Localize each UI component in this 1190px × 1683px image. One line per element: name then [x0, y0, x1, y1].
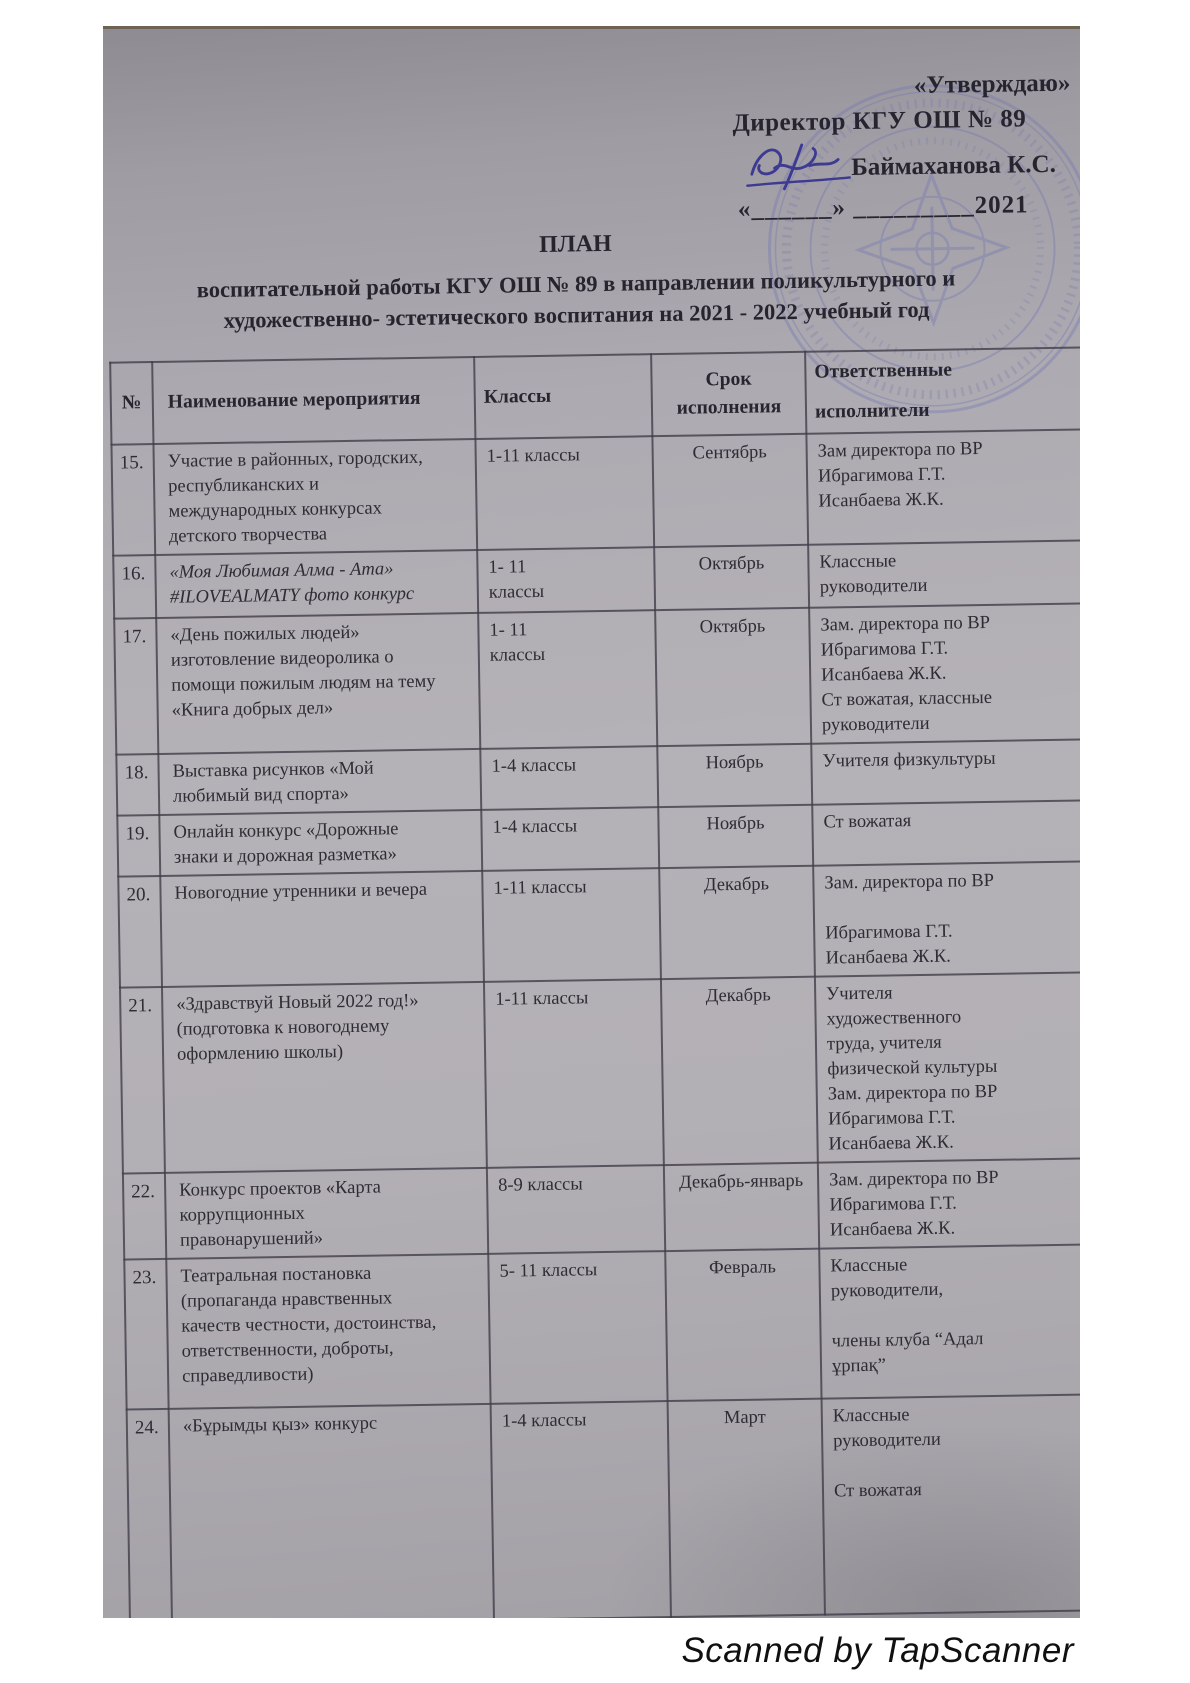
- cell-name: Театральная постановка (пропаганда нравственных качеств честности, достоинства, ответственности, доброты, справедливости): [166, 1254, 490, 1409]
- table-row: [120, 972, 1080, 1174]
- cell-name: «Моя Любимая Алма - Ата» #ILOVEALMATY фото конкурс: [155, 550, 478, 618]
- cell-num: 20.: [118, 876, 162, 988]
- cell-name: Выставка рисунков «Мой любимый вид спорта»: [158, 749, 481, 815]
- cell-num: 15.: [111, 444, 155, 556]
- cell-name: «Здравствуй Новый 2022 год!» (подготовка к новогоднему оформлению школы): [162, 982, 487, 1173]
- cell-term: Март: [668, 1399, 825, 1617]
- cell-name: Онлайн конкурс «Дорожные знаки и дорожная разметка»: [159, 810, 482, 876]
- cell-term: Ноябрь: [658, 805, 813, 868]
- date-blank-line: «______» _________2021: [737, 191, 1029, 223]
- title-line-1: воспитательной работы КГУ ОШ № 89 в направлении поликультурного и: [196, 265, 956, 303]
- cell-name: Конкурс проектов «Карта коррупционных правонарушений»: [165, 1168, 488, 1259]
- cell-num: 21.: [120, 987, 165, 1174]
- cell-classes: 1-4 классы: [480, 746, 658, 810]
- column-header: Срок исполнения: [651, 352, 806, 436]
- cell-classes: 1-4 классы: [481, 807, 659, 871]
- table-row: [111, 429, 1080, 556]
- cell-responsible: Зам. директора по ВР Ибрагимова Г.Т. Исанбаева Ж.К. Ст вожатая, классные руководители: [809, 603, 1080, 744]
- cell-num: 19.: [117, 815, 160, 877]
- cell-classes: 1-11 классы: [484, 979, 664, 1168]
- page-content: [103, 26, 1080, 1618]
- cell-num: 16.: [113, 555, 156, 619]
- cell-responsible: Зам. директора по ВР Ибрагимова Г.Т. Исанбаева Ж.К.: [813, 861, 1080, 977]
- cell-term: Декабрь: [661, 977, 818, 1165]
- cell-responsible: Классные руководители, члены клуба “Адал ұрпақ”: [819, 1244, 1080, 1399]
- cell-term: Сентябрь: [652, 434, 808, 547]
- cell-classes: 1-11 классы: [475, 436, 654, 550]
- cell-classes: 1-4 классы: [491, 1401, 671, 1618]
- cell-responsible: Учителя художественного труда, учителя физической культуры Зам. директора по ВР Ибрагимова Г.Т. Исанбаева Ж.К.: [815, 972, 1080, 1163]
- cell-name: Участие в районных, городских, республиканских и международных конкурсах детского творчества: [153, 439, 477, 555]
- scanner-watermark: Scanned by TapScanner: [681, 1631, 1074, 1670]
- title-heading: ПЛАН: [538, 230, 612, 258]
- plan-table-wrap: [109, 346, 1080, 1618]
- cell-responsible: Зам. директора по ВР Ибрагимова Г.Т. Исанбаева Ж.К.: [818, 1158, 1080, 1249]
- table-row: [127, 1394, 1080, 1618]
- director-line: Директор КГУ ОШ № 89: [732, 105, 1027, 137]
- cell-responsible: Зам директора по ВР Ибрагимова Г.Т. Исанбаева Ж.К.: [806, 429, 1080, 545]
- cell-num: 18.: [116, 754, 159, 816]
- cell-classes: 5- 11 классы: [488, 1251, 667, 1404]
- cell-term: Ноябрь: [657, 744, 812, 807]
- cell-num: 17.: [114, 618, 158, 755]
- scanned-page: [103, 26, 1080, 1618]
- table-row: [118, 861, 1080, 988]
- cell-name: «Бұрымды қыз» конкурс: [169, 1404, 494, 1618]
- column-header: Классы: [474, 354, 652, 439]
- cell-term: Февраль: [665, 1249, 821, 1401]
- header-row: [110, 347, 1080, 445]
- plan-table: [109, 346, 1080, 1618]
- cell-term: Декабрь-январь: [664, 1163, 819, 1251]
- table-row: [124, 1244, 1080, 1410]
- director-name: Баймаханова К.С.: [850, 150, 1057, 182]
- column-header: Наименование мероприятия: [152, 357, 475, 444]
- cell-classes: 1- 11 классы: [478, 610, 657, 749]
- cell-term: Октябрь: [654, 545, 809, 610]
- cell-classes: 8-9 классы: [487, 1165, 665, 1254]
- cell-name: «День пожилых людей» изготовление видеоролика о помощи пожилым людям на тему «Книга добрых дел»: [156, 613, 480, 754]
- table-head: [110, 347, 1080, 445]
- document-title: [103, 224, 1048, 338]
- approval-block: [732, 66, 1073, 227]
- cell-num: 23.: [124, 1259, 168, 1410]
- title-line-2: художественно- эстетического воспитания на 2021 - 2022 учебный год: [223, 296, 930, 333]
- cell-num: 24.: [127, 1409, 172, 1618]
- cell-term: Октябрь: [655, 608, 811, 746]
- table-row: [114, 603, 1080, 755]
- cell-num: 22.: [123, 1173, 166, 1260]
- column-header: №: [110, 362, 153, 445]
- cell-term: Декабрь: [659, 866, 815, 979]
- cell-classes: 1-11 классы: [482, 868, 661, 982]
- column-header: Ответственные исполнители: [805, 347, 1080, 434]
- cell-classes: 1- 11 классы: [477, 547, 655, 613]
- signature-line: [743, 136, 1072, 187]
- signature-icon: [743, 138, 858, 194]
- cell-name: Новогодние утренники и вечера: [160, 871, 484, 987]
- table-row: [123, 1158, 1080, 1260]
- cell-responsible: Ст вожатая: [812, 800, 1080, 866]
- cell-responsible: Учителя физкультуры: [811, 739, 1080, 805]
- table-body: [111, 429, 1080, 1618]
- approval-word: «Утверждаю»: [913, 69, 1071, 100]
- cell-responsible: Классные руководители Ст вожатая: [822, 1394, 1080, 1615]
- cell-responsible: Классные руководители: [808, 540, 1080, 608]
